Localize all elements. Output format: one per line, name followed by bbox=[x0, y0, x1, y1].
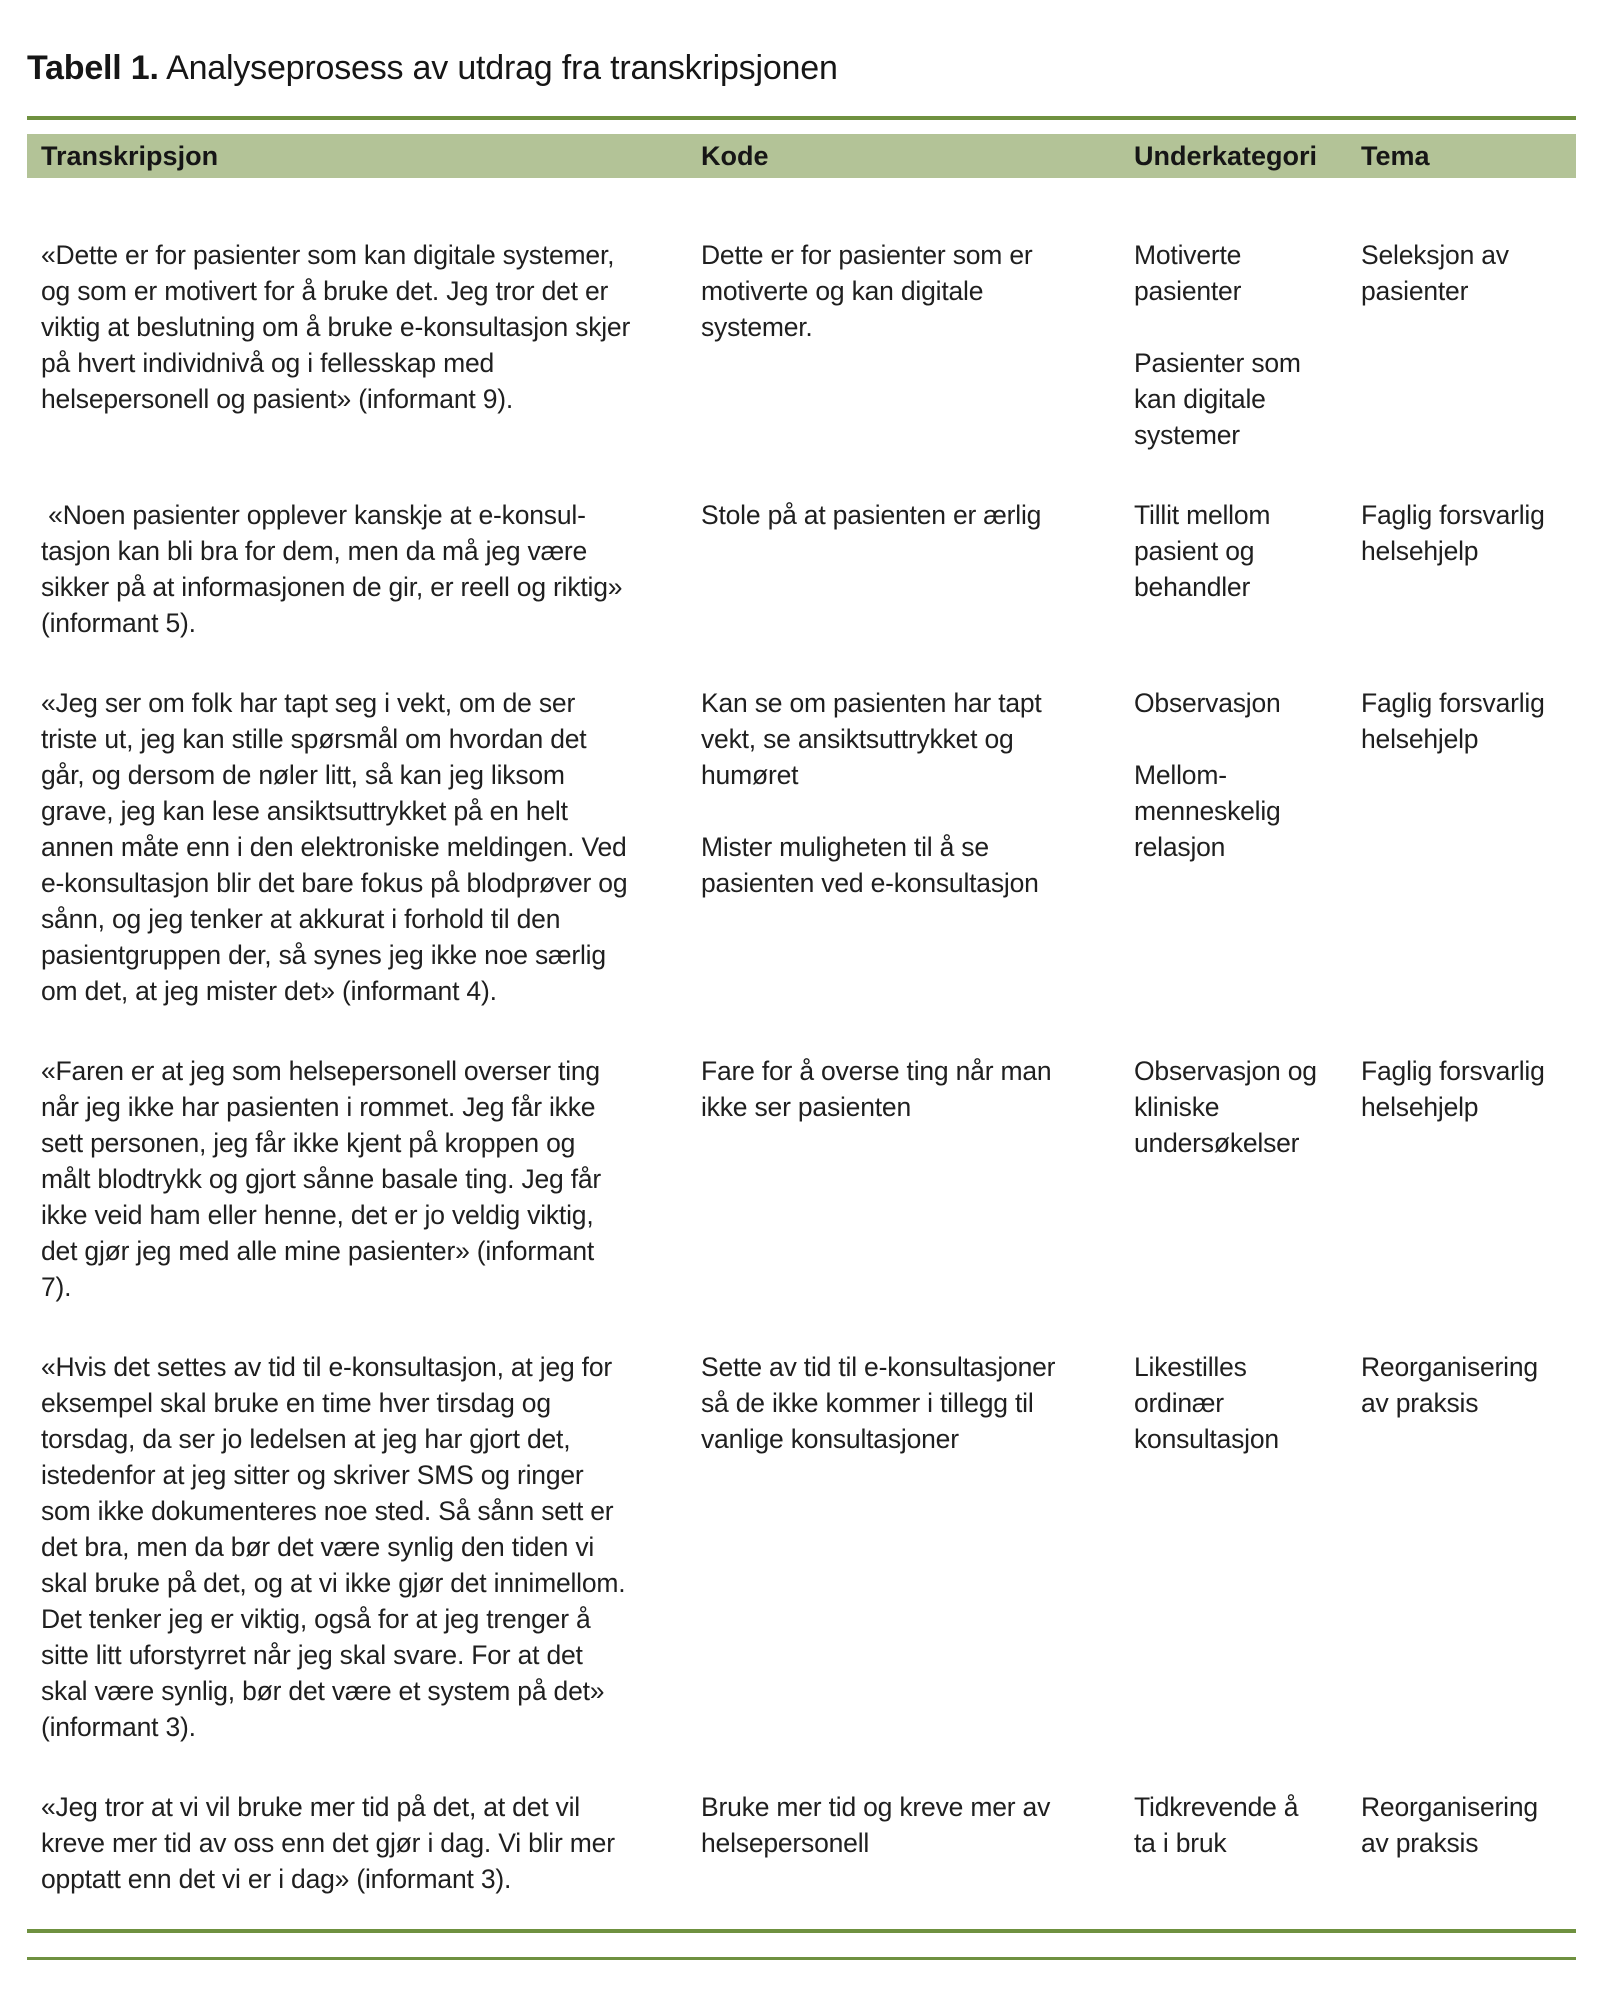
theme-text: Seleksjon av pasienter bbox=[1361, 240, 1509, 306]
cell-tema bbox=[1361, 497, 1576, 641]
cell-transkripsjon bbox=[27, 1349, 701, 1745]
cell-transkripsjon bbox=[27, 1053, 701, 1305]
code-text: Kan se om pasienten har tapt vekt, se ansiktsuttrykket og humøret bbox=[701, 688, 1042, 790]
code-text: Fare for å overse ting når man ikke ser pasienten bbox=[701, 1056, 1052, 1122]
cell-tema bbox=[1361, 1053, 1576, 1305]
cell-tema bbox=[1361, 237, 1576, 453]
table-row bbox=[27, 1349, 1576, 1745]
cell-underkategori bbox=[1134, 1789, 1361, 1897]
table-caption-text: Analyseprosess av utdrag fra transkripsjonen bbox=[158, 49, 838, 87]
subcategory-text: Likestilles ordinær konsultasjon bbox=[1134, 1352, 1279, 1454]
theme-text: Reorganisering av praksis bbox=[1361, 1792, 1538, 1858]
table-row bbox=[27, 1053, 1576, 1305]
code-text: Bruke mer tid og kreve mer av helsepersonell bbox=[701, 1792, 1051, 1858]
table-header bbox=[27, 134, 1576, 178]
subcategory-text: Pasienter som kan digitale systemer bbox=[1134, 348, 1301, 450]
header-tema: Tema bbox=[1361, 140, 1430, 171]
cell-kode bbox=[701, 497, 1134, 641]
theme-text: Faglig forsvarlig helsehjelp bbox=[1361, 1056, 1545, 1122]
bottom-rule-upper bbox=[27, 1929, 1576, 1933]
cell-underkategori bbox=[1134, 237, 1361, 453]
cell-tema bbox=[1361, 1789, 1576, 1897]
header-underkategori: Underkategori bbox=[1134, 140, 1318, 171]
table-row bbox=[27, 685, 1576, 1009]
cell-kode bbox=[701, 237, 1134, 453]
cell-underkategori bbox=[1134, 685, 1361, 1009]
theme-text: Faglig forsvarlig helsehjelp bbox=[1361, 500, 1545, 566]
cell-transkripsjon bbox=[27, 237, 701, 453]
theme-text: Reorganisering av praksis bbox=[1361, 1352, 1538, 1418]
table-row bbox=[27, 237, 1576, 453]
header-transkripsjon: Transkripsjon bbox=[41, 140, 219, 171]
transcript-quote: «Jeg tror at vi vil bruke mer tid på det, at det vil kreve mer tid av oss enn det gjør i dag. Vi blir mer opptatt enn det vi er i dag» (informant 3). bbox=[41, 1792, 615, 1894]
transcript-quote: «Faren er at jeg som helsepersonell overser ting når jeg ikke har pasienten i rommet. Jeg får ikke sett personen, jeg får ikke kjent på kroppen og målt blodtrykk og gjort sånne basale ting. Jeg får ikke veid ham eller henne, det er jo veldig viktig, det gjør jeg med alle mine pasienter» (informant 7). bbox=[41, 1056, 602, 1302]
transcript-quote: «Hvis det settes av tid til e-konsultasjon, at jeg for eksempel skal bruke en time hver tirsdag og torsdag, da ser jo ledelsen at jeg har gjort det, istedenfor at jeg sitter og skriver SMS og ringer som ikke dokumenteres noe sted. Så sånn sett er det bra, men da bør det være synlig den tiden vi skal bruke på det, og at vi ikke gjør det innimellom. Det tenker jeg er viktig, også for at jeg trenger å sitte litt uforstyrret når jeg skal svare. For at det skal være synlig, bør det være et system på det» (informant 3). bbox=[41, 1352, 626, 1742]
code-text: Dette er for pasienter som er motiverte og kan digitale systemer. bbox=[701, 240, 1033, 342]
theme-text: Faglig forsvarlig helsehjelp bbox=[1361, 688, 1545, 754]
cell-tema bbox=[1361, 685, 1576, 1009]
bottom-rule-lower bbox=[27, 1957, 1576, 1960]
cell-kode bbox=[701, 1053, 1134, 1305]
cell-underkategori bbox=[1134, 1349, 1361, 1745]
code-text: Mister muligheten til å se pasienten ved e-konsultasjon bbox=[701, 832, 1039, 898]
transcript-quote: «Jeg ser om folk har tapt seg i vekt, om de ser triste ut, jeg kan stille spørsmål om hvordan det går, og dersom de nøler litt, så kan jeg liksom grave, jeg kan lese ansiktsuttrykket på en helt annen måte enn i den elektroniske meldingen. Ved e-konsultasjon blir det bare fokus på blodprøver og sånn, og jeg tenker at akkurat i forhold til den pasientgruppen der, så synes jeg ikke noe særlig om det, at jeg mister det» (informant 4). bbox=[41, 688, 628, 1006]
subcategory-text: Observasjon og kliniske undersøkelser bbox=[1134, 1056, 1317, 1158]
header-kode: Kode bbox=[701, 140, 769, 171]
cell-kode bbox=[701, 685, 1134, 1009]
table-caption bbox=[27, 0, 1576, 90]
cell-transkripsjon bbox=[27, 685, 701, 1009]
table-body bbox=[27, 178, 1576, 1897]
transcript-quote: «Noen pasienter opplever kanskje at e-konsultasjon kan bli bra for dem, men da må jeg være sikker på at informasjonen de gir, er reell og riktig» (informant 5). bbox=[41, 500, 623, 638]
code-text: Sette av tid til e-konsultasjoner så de ikke kommer i tillegg til vanlige konsultasjoner bbox=[701, 1352, 1056, 1454]
cell-kode bbox=[701, 1789, 1134, 1897]
cell-underkategori bbox=[1134, 1053, 1361, 1305]
table-row bbox=[27, 497, 1576, 641]
transcript-quote: «Dette er for pasienter som kan digitale systemer, og som er motivert for å bruke det. Jeg tror det er viktig at beslutning om å bruke e-konsultasjon skjer på hvert individnivå og i fellesskap med helsepersonell og pasient» (informant 9). bbox=[41, 240, 631, 414]
cell-transkripsjon bbox=[27, 497, 701, 641]
top-rule bbox=[27, 116, 1576, 120]
cell-transkripsjon bbox=[27, 1789, 701, 1897]
subcategory-text: Tillit mellom pasient og behandler bbox=[1134, 500, 1271, 602]
cell-tema bbox=[1361, 1349, 1576, 1745]
subcategory-text: Observasjon bbox=[1134, 688, 1281, 718]
subcategory-text: Tidkrevende å ta i bruk bbox=[1134, 1792, 1299, 1858]
table-row bbox=[27, 1789, 1576, 1897]
cell-kode bbox=[701, 1349, 1134, 1745]
cell-underkategori bbox=[1134, 497, 1361, 641]
table-caption-number: Tabell 1. bbox=[27, 49, 159, 87]
subcategory-text: Mellom-menneskelig relasjon bbox=[1134, 760, 1281, 862]
code-text: Stole på at pasienten er ærlig bbox=[701, 500, 1042, 530]
subcategory-text: Motiverte pasienter bbox=[1134, 240, 1242, 306]
